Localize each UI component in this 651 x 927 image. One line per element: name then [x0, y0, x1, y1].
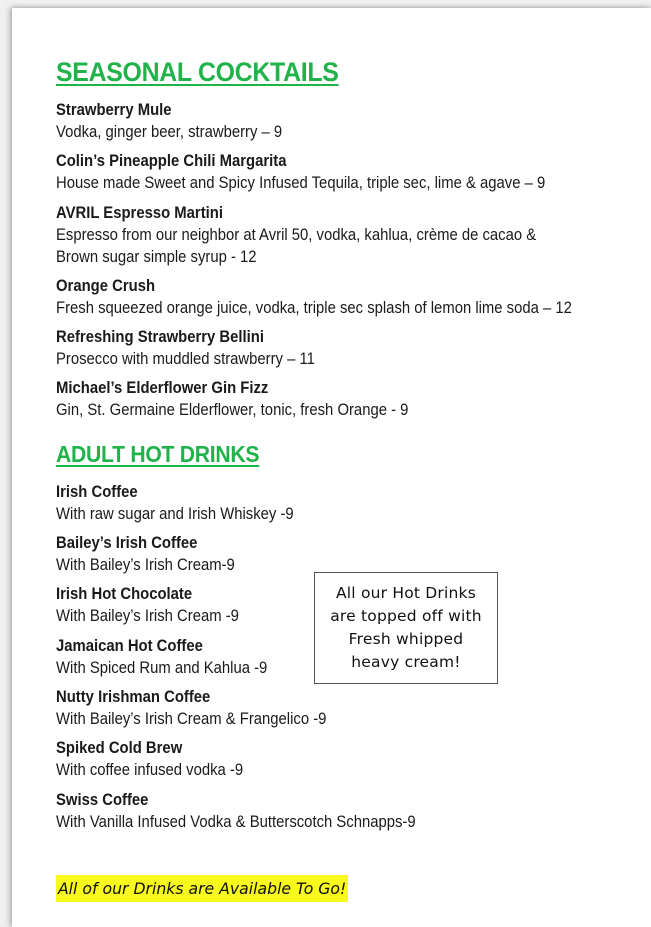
item-description: With Bailey’s Irish Cream -9 [56, 607, 239, 625]
menu-item-jamaican-hot-coffee [56, 635, 291, 679]
menu-item-elderflower-gin-fizz [56, 377, 448, 421]
item-description-line-2: Brown sugar simple syrup - 12 [56, 248, 257, 266]
item-description: With raw sugar and Irish Whiskey -9 [56, 505, 294, 523]
menu-item-swiss-coffee [56, 789, 456, 833]
item-name: Irish Hot Chocolate [56, 585, 193, 603]
item-description: House made Sweet and Spicy Infused Tequila, triple sec, lime & agave – 9 [56, 174, 546, 192]
item-description: Prosecco with muddled strawberry – 11 [56, 350, 315, 368]
menu-item-nutty-irishman-coffee [56, 686, 356, 730]
whipped-cream-note-box [314, 572, 498, 684]
menu-item-strawberry-mule [56, 99, 307, 143]
item-name: Swiss Coffee [56, 791, 149, 809]
menu-item-pineapple-chili-margarita [56, 150, 600, 194]
menu-item-baileys-irish-coffee [56, 532, 255, 576]
item-description: With Bailey’s Irish Cream & Frangelico -9 [56, 710, 327, 728]
item-name: Refreshing Strawberry Bellini [56, 328, 264, 346]
menu-item-irish-hot-chocolate [56, 583, 259, 627]
item-name: Irish Coffee [56, 483, 138, 501]
item-description: Espresso from our neighbor at Avril 50, vodka, kahlua, crème de cacao & [56, 226, 537, 244]
menu-item-irish-coffee [56, 481, 320, 525]
item-description: With Spiced Rum and Kahlua -9 [56, 659, 268, 677]
item-name: Jamaican Hot Coffee [56, 637, 203, 655]
item-name: Orange Crush [56, 277, 156, 295]
item-description: With Bailey’s Irish Cream-9 [56, 556, 235, 574]
item-name: Bailey’s Irish Coffee [56, 534, 198, 552]
item-description: Vodka, ginger beer, strawberry – 9 [56, 123, 283, 141]
item-description: With coffee infused vodka -9 [56, 761, 244, 779]
item-description: Gin, St. Germaine Elderflower, tonic, fresh Orange - 9 [56, 401, 409, 419]
menu-item-strawberry-bellini [56, 326, 344, 370]
seasonal-cocktails-heading: SEASONAL COCKTAILS [56, 57, 339, 87]
item-name: Strawberry Mule [56, 101, 172, 119]
item-name: Michael’s Elderflower Gin Fizz [56, 379, 269, 397]
to-go-highlight-note: All of our Drinks are Available To Go! [56, 875, 348, 902]
menu-item-espresso-martini [56, 202, 589, 268]
item-description: Fresh squeezed orange juice, vodka, triple sec splash of lemon lime soda – 12 [56, 299, 572, 317]
whipped-cream-note-text: All our Hot Drinks are topped off with Fresh whipped heavy cream! [330, 584, 482, 671]
menu-item-spiked-cold-brew [56, 737, 264, 781]
item-description: With Vanilla Infused Vodka & Butterscotch Schnapps-9 [56, 813, 416, 831]
item-name: AVRIL Espresso Martini [56, 204, 223, 222]
adult-hot-drinks-heading: ADULT HOT DRINKS [56, 441, 260, 467]
menu-item-orange-crush [56, 275, 629, 319]
item-name: Nutty Irishman Coffee [56, 688, 211, 706]
item-name: Colin’s Pineapple Chili Margarita [56, 152, 287, 170]
item-name: Spiked Cold Brew [56, 739, 183, 757]
